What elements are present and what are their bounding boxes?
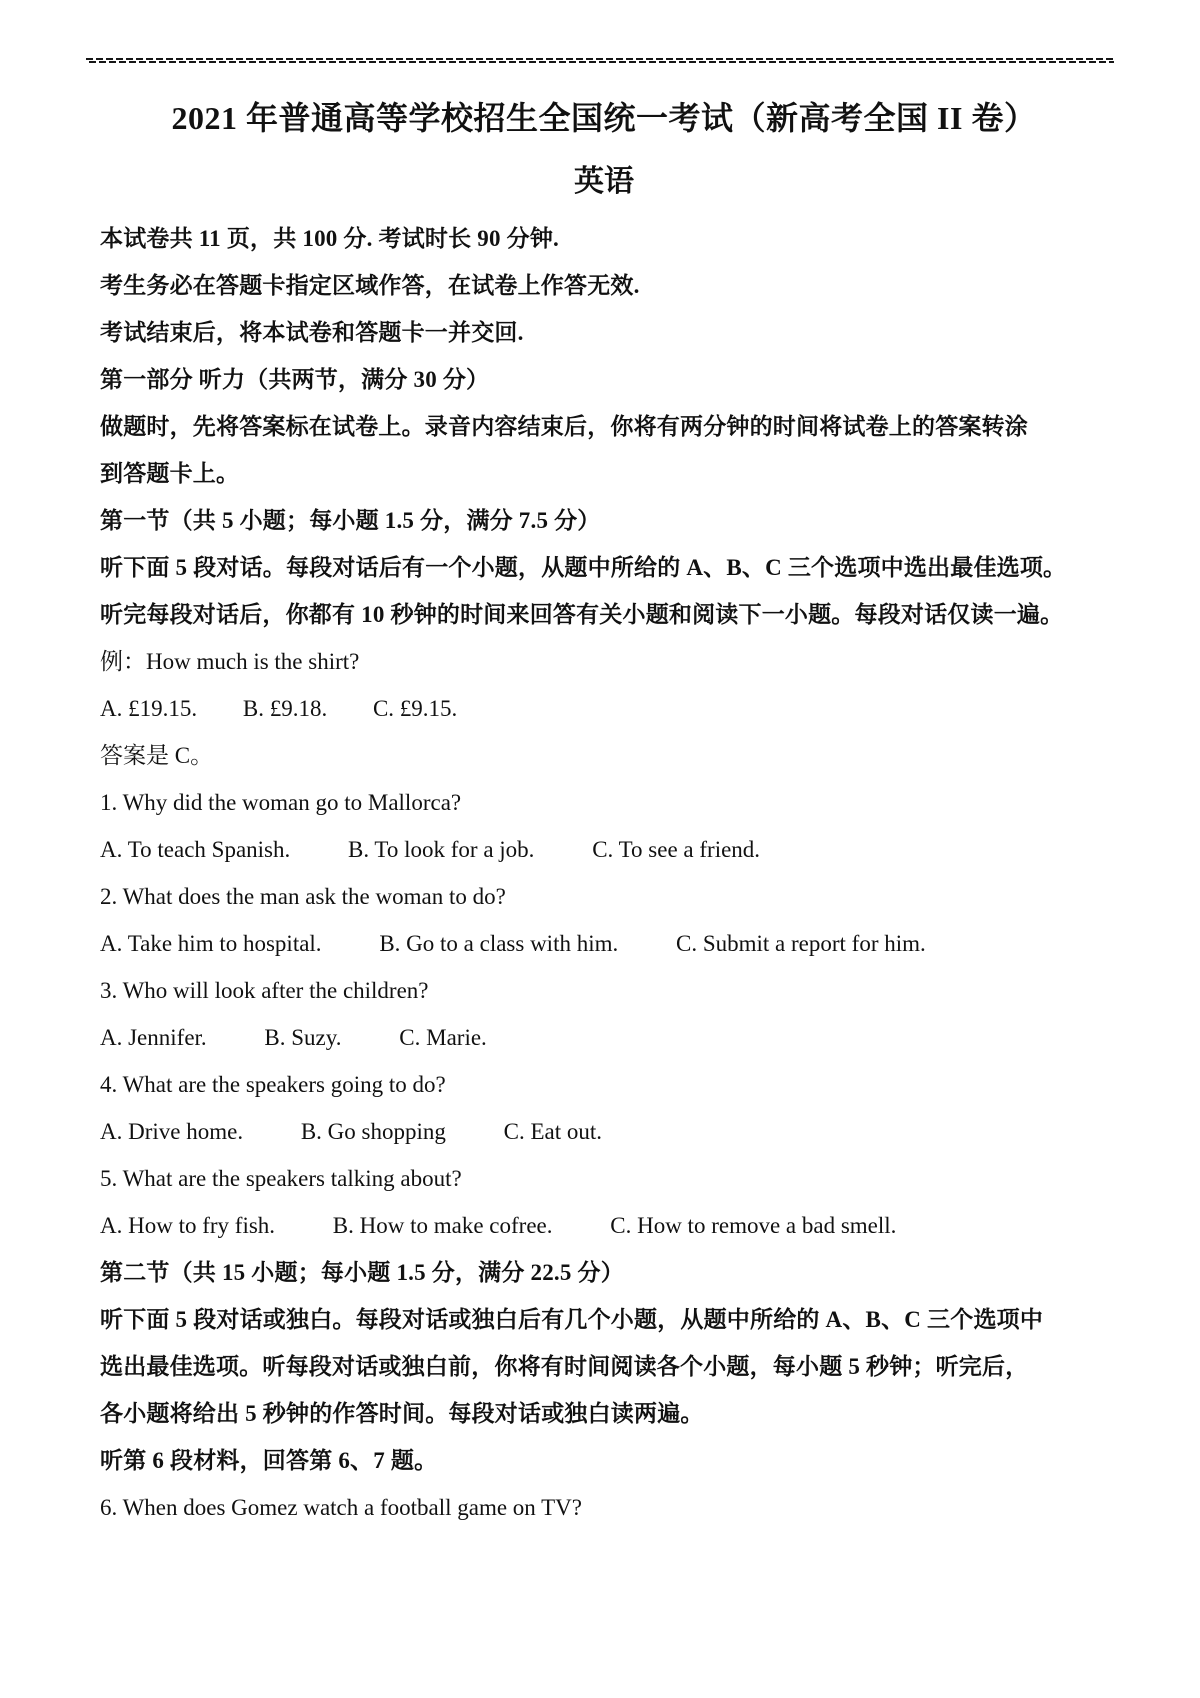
question-5-option-a: A. How to fry fish.	[100, 1213, 276, 1238]
question-1	[100, 779, 1108, 873]
question-3-option-c: C. Marie.	[399, 1025, 487, 1050]
section1-instruction-line-1: 听下面 5 段对话。每段对话后有一个小题，从题中所给的 A、B、C 三个选项中选出最佳选项。	[100, 555, 1067, 580]
question-2-options	[100, 920, 1108, 967]
section2-instruction-line-3: 各小题将给出 5 秒钟的作答时间。每段对话或独白读两遍。	[100, 1401, 704, 1426]
question-3-options	[100, 1014, 1108, 1061]
question-1-option-a: A. To teach Spanish.	[100, 837, 291, 862]
question-1-option-c: C. To see a friend.	[592, 837, 761, 862]
question-3-option-b: B. Suzy.	[264, 1025, 342, 1050]
section1-heading: 第一节（共 5 小题；每小题 1.5 分，满分 7.5 分）	[100, 508, 601, 533]
question-1-text: 1. Why did the woman go to Mallorca?	[100, 790, 462, 815]
example-option-c: C. £9.15.	[372, 696, 458, 721]
exam-subject: 英语	[574, 165, 634, 198]
question-5-text: 5. What are the speakers talking about?	[100, 1166, 462, 1191]
question-4-option-b: B. Go shopping	[300, 1119, 446, 1144]
question-2	[100, 873, 1108, 967]
question-4	[100, 1061, 1108, 1155]
example-option-b: B. £9.18.	[242, 696, 328, 721]
question-3	[100, 967, 1108, 1061]
page-content	[100, 97, 1108, 1531]
notice-line-3: 考试结束后，将本试卷和答题卡一并交回.	[100, 320, 524, 345]
question-4-option-c: C. Eat out.	[503, 1119, 603, 1144]
part1-note-line-2: 到答题卡上。	[100, 461, 240, 486]
question-5-option-c: C. How to remove a bad smell.	[610, 1213, 897, 1238]
exam-body	[100, 215, 1108, 1531]
notice-line-2: 考生务必在答题卡指定区域作答，在试卷上作答无效.	[100, 273, 640, 298]
question-2-option-c: C. Submit a report for him.	[676, 931, 926, 956]
notice-line-1: 本试卷共 11 页，共 100 分. 考试时长 90 分钟.	[100, 226, 559, 251]
example-prompt: 例：How much is the shirt?	[100, 649, 360, 674]
question-3-option-a: A. Jennifer.	[100, 1025, 207, 1050]
example-answer: 答案是 C。	[100, 743, 214, 768]
section2-heading: 第二节（共 15 小题；每小题 1.5 分，满分 22.5 分）	[100, 1260, 624, 1285]
question-3-text: 3. Who will look after the children?	[100, 978, 429, 1003]
part1-note-line-1: 做题时，先将答案标在试卷上。录音内容结束后，你将有两分钟的时间将试卷上的答案转涂	[100, 414, 1028, 439]
question-6-text: 6. When does Gomez watch a football game on TV?	[100, 1495, 583, 1520]
section2-instruction-line-1: 听下面 5 段对话或独白。每段对话或独白后有几个小题，从题中所给的 A、B、C 三个选项中	[100, 1307, 1044, 1332]
section2-instruction-line-2: 选出最佳选项。听每段对话或独白前，你将有时间阅读各个小题，每小题 5 秒钟；听完后，	[100, 1354, 1029, 1379]
part1-heading: 第一部分 听力（共两节，满分 30 分）	[100, 367, 490, 392]
question-5-options	[100, 1202, 1108, 1249]
question-1-options	[100, 826, 1108, 873]
section1-instruction-line-2: 听完每段对话后，你都有 10 秒钟的时间来回答有关小题和阅读下一小题。每段对话仅读一遍。	[100, 602, 1064, 627]
question-2-option-b: B. Go to a class with him.	[379, 931, 619, 956]
question-4-options	[100, 1108, 1108, 1155]
question-2-option-a: A. Take him to hospital.	[100, 931, 322, 956]
header-rule	[86, 58, 1114, 63]
question-5	[100, 1155, 1108, 1249]
example-options	[100, 685, 1108, 732]
question-1-option-b: B. To look for a job.	[348, 837, 535, 862]
example-option-a: A. £19.15.	[100, 696, 198, 721]
question-2-text: 2. What does the man ask the woman to do?	[100, 884, 506, 909]
question-5-option-b: B. How to make cofree.	[332, 1213, 553, 1238]
question-4-text: 4. What are the speakers going to do?	[100, 1072, 446, 1097]
material-note-6: 听第 6 段材料，回答第 6、7 题。	[100, 1448, 438, 1473]
exam-title: 2021 年普通高等学校招生全国统一考试（新高考全国 II 卷）	[171, 100, 1037, 136]
question-4-option-a: A. Drive home.	[100, 1119, 244, 1144]
